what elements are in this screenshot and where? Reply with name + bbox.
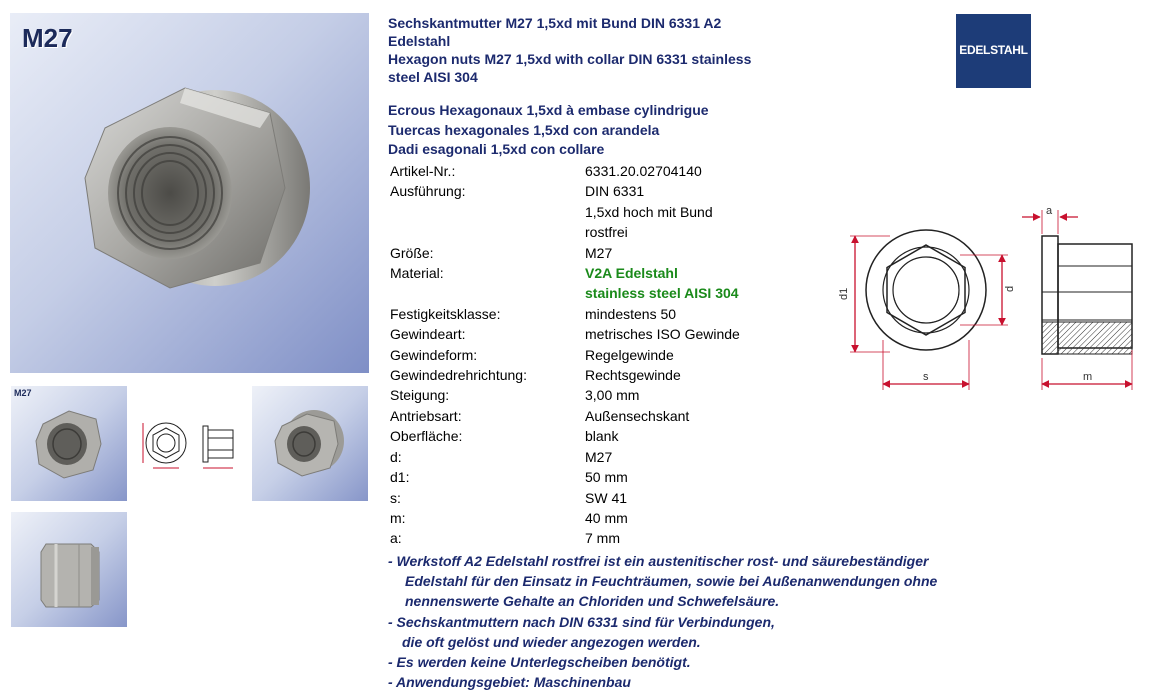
- spec-key: [390, 283, 585, 303]
- spec-row: [390, 161, 740, 181]
- thumbnail-photo-front[interactable]: [11, 386, 127, 501]
- spec-key: m:: [390, 509, 406, 526]
- spec-row: [390, 467, 740, 487]
- spec-value: 50 mm: [585, 469, 628, 486]
- main-product-image[interactable]: [10, 13, 369, 373]
- spec-key: d:: [390, 448, 402, 465]
- thumbnail-photo-angle[interactable]: [252, 386, 368, 501]
- spec-row: [390, 345, 740, 365]
- spec-row: [390, 222, 740, 242]
- spec-value: M27: [585, 448, 613, 465]
- spec-row: [390, 263, 740, 283]
- subtitle-line: Tuercas hexagonales 1,5xd con arandela: [388, 121, 660, 138]
- spec-row: [390, 283, 740, 303]
- title-line: Edelstahl: [388, 33, 451, 49]
- nut-photo: [10, 13, 369, 373]
- thumbnail-photo-side[interactable]: [11, 512, 127, 627]
- spec-key: Größe:: [390, 244, 434, 261]
- spec-key: Material:: [390, 265, 444, 282]
- spec-row: [390, 528, 740, 548]
- spec-key: [390, 202, 585, 222]
- spec-row: [390, 243, 740, 263]
- spec-value: 3,00 mm: [585, 387, 640, 404]
- spec-value: Regelgewinde: [585, 346, 674, 363]
- spec-value: mindestens 50: [585, 305, 677, 322]
- subtitle-line: Dadi esagonali 1,5xd con collare: [388, 141, 605, 157]
- spec-row: [390, 202, 740, 222]
- spec-key: Festigkeitsklasse:: [390, 305, 501, 322]
- spec-key: a:: [390, 530, 402, 547]
- dim-label-d1: d1: [838, 287, 850, 300]
- spec-table: [390, 161, 740, 549]
- nut-thumb-photo: [252, 386, 368, 501]
- spec-key: Oberfläche:: [390, 428, 463, 445]
- spec-row: [390, 406, 740, 426]
- note-line: die oft gelöst und wieder angezogen werden.: [402, 633, 701, 650]
- spec-key: [390, 222, 585, 242]
- spec-key: Antriebsart:: [390, 407, 462, 424]
- spec-row: [390, 385, 740, 405]
- note-line: nennenswerte Gehalte an Chloriden und Schwefelsäure.: [405, 593, 780, 610]
- dim-label-s: s: [923, 371, 929, 383]
- note-line: Edelstahl für den Einsatz in Feuchträumen, sowie bei Außenanwendungen ohne: [405, 573, 938, 590]
- subtitle-line: Ecrous Hexagonaux 1,5xd à embase cylindrigue: [388, 102, 709, 118]
- spec-key: Gewindeart:: [390, 326, 466, 343]
- spec-key: Artikel-Nr.:: [390, 163, 456, 179]
- spec-value: rostfrei: [585, 224, 628, 241]
- spec-row: [390, 324, 740, 344]
- spec-row: [390, 508, 740, 528]
- spec-row: [390, 181, 740, 201]
- spec-value: DIN 6331: [585, 183, 645, 200]
- size-label: M27: [22, 23, 73, 53]
- spec-value: SW 41: [585, 489, 628, 506]
- spec-value: metrisches ISO Gewinde: [585, 326, 740, 343]
- spec-row: [390, 304, 740, 324]
- spec-row: [390, 488, 740, 508]
- spec-value-highlight: V2A Edelstahl: [585, 265, 678, 282]
- thumbnail-drawing[interactable]: [131, 386, 247, 501]
- edelstahl-logo: [956, 14, 1031, 88]
- spec-value: M27: [585, 244, 613, 261]
- product-subtitles: [388, 101, 709, 160]
- spec-row: [390, 365, 740, 385]
- spec-value: 1,5xd hoch mit Bund: [585, 203, 713, 220]
- spec-value: Rechtsgewinde: [585, 367, 681, 384]
- title-line: Hexagon nuts M27 1,5xd with collar DIN 6331 stainless: [388, 51, 752, 67]
- nut-thumb-photo: [11, 386, 127, 501]
- product-notes: [388, 551, 937, 692]
- spec-key: d1:: [390, 469, 410, 486]
- spec-key: Gewindeform:: [390, 346, 478, 363]
- technical-drawing-thumb-icon: [131, 386, 247, 501]
- note-line: - Werkstoff A2 Edelstahl rostfrei ist ein austenitischer rost- und säurebeständiger: [388, 553, 929, 569]
- spec-key: s:: [390, 489, 401, 506]
- note-line: - Sechskantmuttern nach DIN 6331 sind für Verbindungen,: [388, 613, 775, 630]
- spec-value-highlight: stainless steel AISI 304: [585, 285, 739, 302]
- title-line: Sechskantmutter M27 1,5xd mit Bund DIN 6331 A2: [388, 15, 722, 31]
- spec-value: 7 mm: [585, 530, 620, 547]
- dimension-drawing-icon: [830, 200, 1140, 395]
- dim-label-d: d: [1004, 285, 1016, 292]
- spec-value: Außensechskant: [585, 407, 690, 424]
- logo-text: EDELSTAHL: [959, 43, 1028, 57]
- spec-key: Gewindedrehrichtung:: [390, 367, 527, 384]
- note-line: - Anwendungsgebiet: Maschinenbau: [388, 674, 631, 691]
- product-title: [388, 14, 818, 86]
- nut-thumb-photo: [11, 512, 127, 627]
- title-line: steel AISI 304: [388, 69, 478, 85]
- spec-row: [390, 426, 740, 446]
- spec-value: blank: [585, 428, 619, 445]
- note-line: - Es werden keine Unterlegscheiben benötigt.: [388, 654, 691, 671]
- spec-value: 40 mm: [585, 509, 628, 526]
- spec-key: Steigung:: [390, 387, 450, 404]
- thumb-size-label: M27: [14, 388, 32, 398]
- spec-value: 6331.20.02704140: [585, 163, 702, 179]
- dim-label-m: m: [1083, 371, 1093, 383]
- dim-label-a: a: [1046, 205, 1053, 217]
- spec-key: Ausführung:: [390, 183, 466, 200]
- spec-row: [390, 447, 740, 467]
- technical-drawing: [830, 200, 1140, 395]
